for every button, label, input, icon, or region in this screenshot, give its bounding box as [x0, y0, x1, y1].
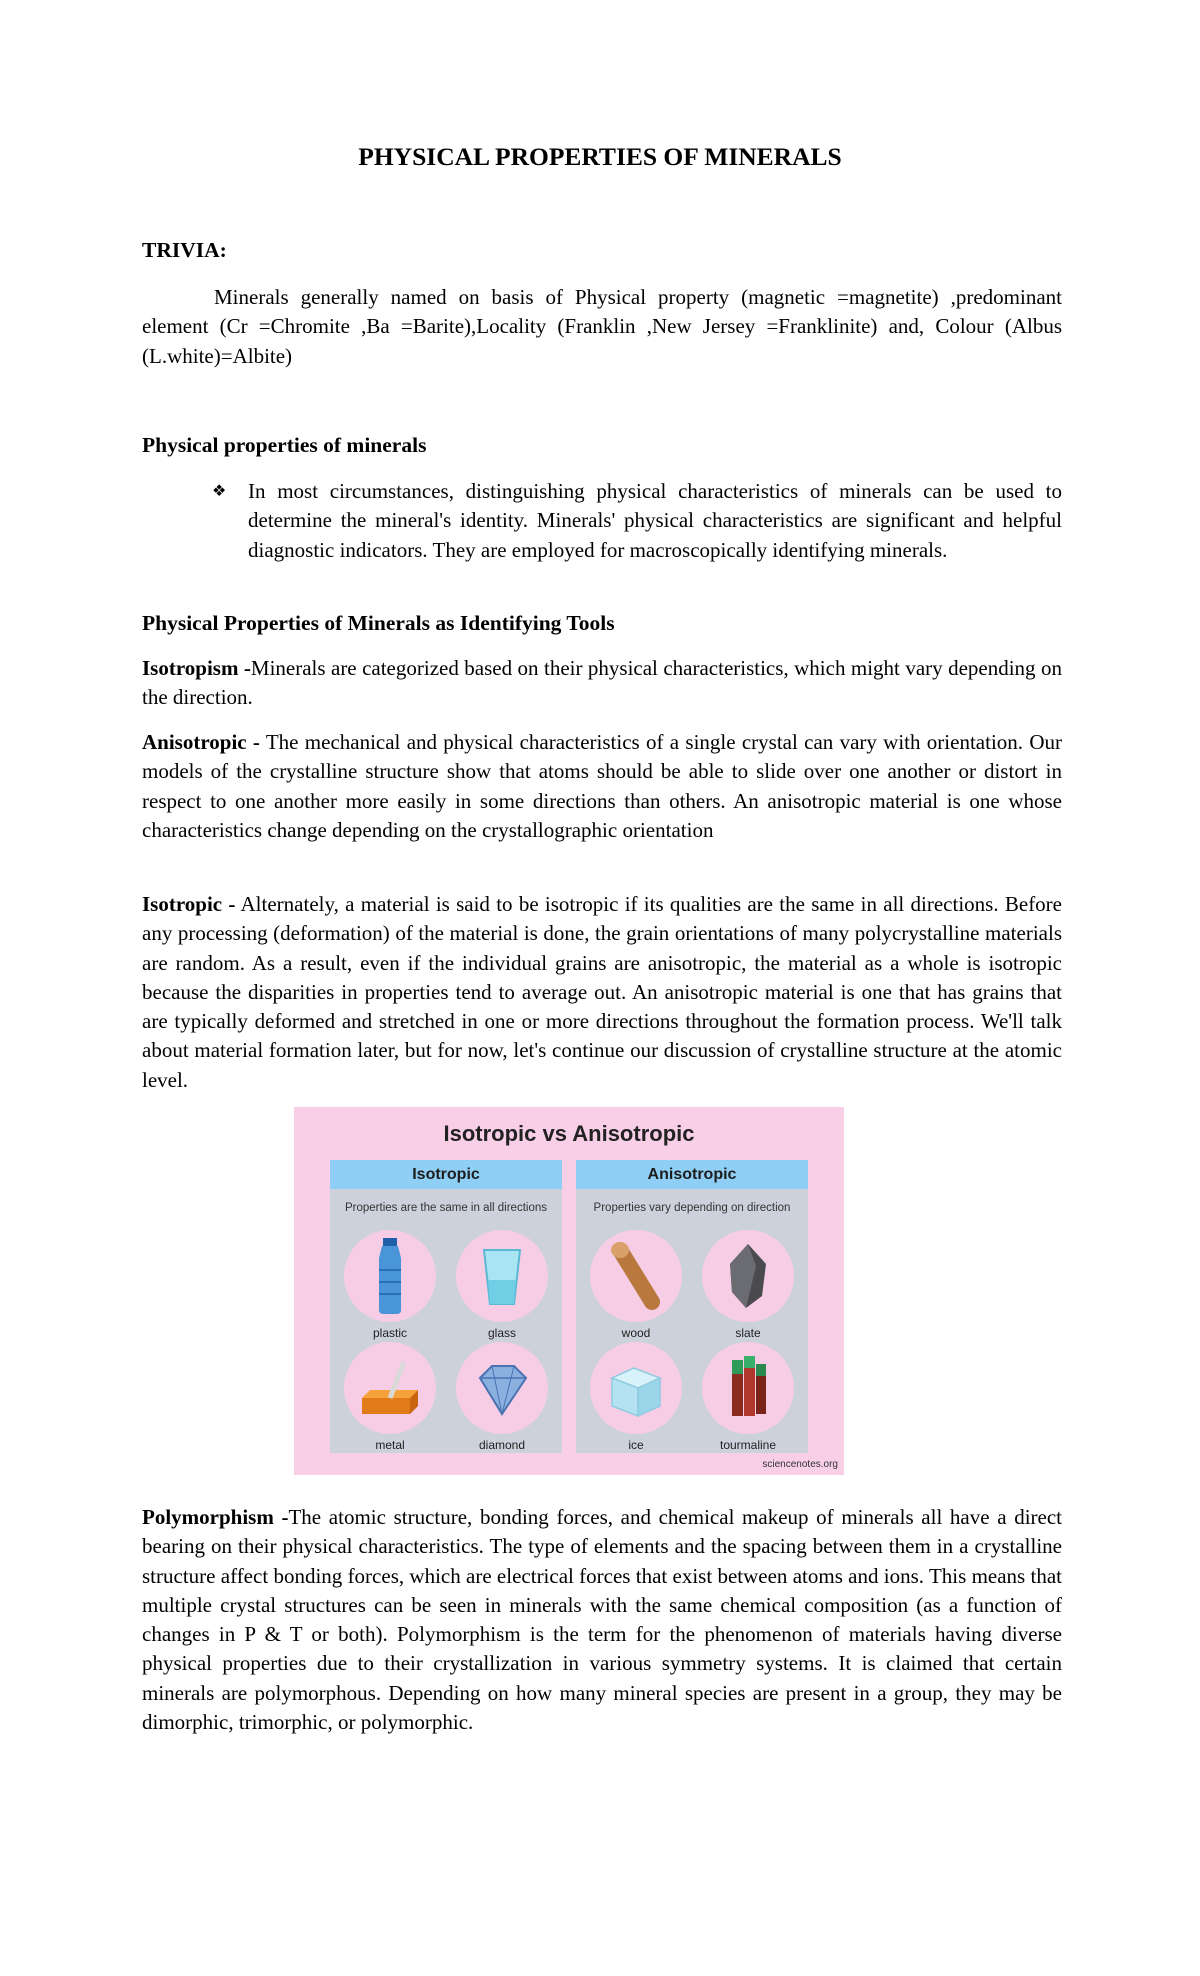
metal-bar-icon: [344, 1342, 436, 1434]
isotropic-paragraph: [142, 890, 1062, 1095]
ice-cube-icon: [590, 1342, 682, 1434]
item-label-metal: metal: [375, 1438, 405, 1452]
diamond-icon: [456, 1342, 548, 1434]
wood-log-icon: [590, 1230, 682, 1322]
anisotropic-panel: [576, 1160, 808, 1453]
slate-rock-icon: [702, 1230, 794, 1322]
isotropic-panel: [330, 1160, 562, 1453]
isotropic-panel-heading: Isotropic: [330, 1160, 562, 1189]
polymorphism-term: Polymorphism -: [142, 1505, 289, 1529]
figure-title: Isotropic vs Anisotropic: [443, 1121, 695, 1146]
item-ice: [588, 1342, 684, 1452]
isotropic-text: Alternately, a material is said to be isotropic if its qualities are the same in all directions. Before any processing (deformation) of the material is done, the grain orientations of many polycrystalline materials are random. As a result, even if the individual grains are anisotropic, the material as a whole is isotropic because the disparities in properties tend to average out. An anisotropic material is one that has grains that are typically deformed and stretched in one or more directions throughout the formation process. We'll talk about material formation later, but for now, let's continue our discussion of crystalline structure at the atomic level.: [142, 892, 1062, 1092]
glass-icon: [456, 1230, 548, 1322]
document-title: PHYSICAL PROPERTIES OF MINERALS: [358, 142, 842, 171]
anisotropic-paragraph: [142, 728, 1062, 845]
identifying-tools-heading: Physical Properties of Minerals as Identifying Tools: [142, 611, 615, 635]
trivia-heading: TRIVIA:: [142, 238, 227, 262]
polymorphism-text: The atomic structure, bonding forces, and chemical makeup of minerals all have a direct bearing on their physical characteristics. The type of elements and the spacing between them in a crystalline structure affect bonding forces, which are electrical forces that exist between atoms and ions. This means that multiple crystal structures can be seen in minerals with the same chemical composition (as a function of changes in P & T or both). Polymorphism is the term for the phenomenon of materials having diverse physical properties due to their crystallization in various symmetry systems. It is claimed that certain minerals are polymorphous. Depending on how many mineral species are present in a group, they may be dimorphic, trimorphic, or polymorphic.: [142, 1505, 1062, 1735]
tourmaline-crystal-icon: [702, 1342, 794, 1434]
physical-properties-heading: Physical properties of minerals: [142, 433, 427, 457]
bullet-item: In most circumstances, distinguishing physical characteristics of minerals can be used to determine the mineral's identity. Minerals' physical characteristics are significant and helpful diagnostic indicators. They are employed for macroscopically identifying minerals.: [248, 479, 1062, 562]
anisotropic-term: Anisotropic -: [142, 730, 260, 754]
item-tourmaline: [700, 1342, 796, 1452]
isotropism-term: Isotropism -: [142, 656, 251, 680]
isotropism-text: Minerals are categorized based on their physical characteristics, which might vary depending on the direction.: [142, 656, 1063, 710]
item-label-slate: slate: [735, 1326, 761, 1340]
item-glass: [454, 1230, 550, 1340]
item-plastic: [342, 1230, 438, 1340]
figure-credit: sciencenotes.org: [762, 1459, 838, 1470]
polymorphism-paragraph: [142, 1503, 1062, 1737]
item-diamond: [454, 1342, 550, 1452]
item-label-plastic: plastic: [372, 1326, 407, 1340]
anisotropic-text: The mechanical and physical characteristics of a single crystal can vary with orientation. Our models of the crystalline structure show that atoms should be able to slide over one another or distort in respect to one another more easily in some directions than others. An anisotropic material is one whose characteristics change depending on the crystallographic orientation: [142, 730, 1062, 842]
trivia-paragraph: Minerals generally named on basis of Physical property (magnetic =magnetite) ,predominant element (Cr =Chromite ,Ba =Barite),Locality (Franklin ,New Jersey =Franklinite) and, Colour (Albus (L.white)=Albite): [142, 285, 1062, 368]
item-label-diamond: diamond: [478, 1438, 526, 1452]
item-wood: [588, 1230, 684, 1340]
isotropism-paragraph: [142, 654, 1062, 713]
item-metal: [342, 1342, 438, 1452]
isotropic-panel-subtitle: Properties are the same in all directions: [345, 1202, 547, 1214]
anisotropic-panel-heading: Anisotropic: [576, 1160, 808, 1189]
isotropic-term: Isotropic -: [142, 892, 236, 916]
item-slate: [700, 1230, 796, 1340]
isotropic-vs-anisotropic-figure: [294, 1107, 844, 1475]
item-label-glass: glass: [487, 1326, 516, 1340]
bullet-list: [212, 477, 1062, 565]
item-label-ice: ice: [628, 1438, 644, 1452]
item-label-wood: wood: [621, 1326, 651, 1340]
anisotropic-panel-subtitle: Properties vary depending on direction: [593, 1202, 791, 1214]
plastic-bottle-icon: [344, 1230, 436, 1322]
item-label-tourmaline: tourmaline: [719, 1438, 777, 1452]
diamond-bullet-icon: ❖: [212, 481, 227, 500]
